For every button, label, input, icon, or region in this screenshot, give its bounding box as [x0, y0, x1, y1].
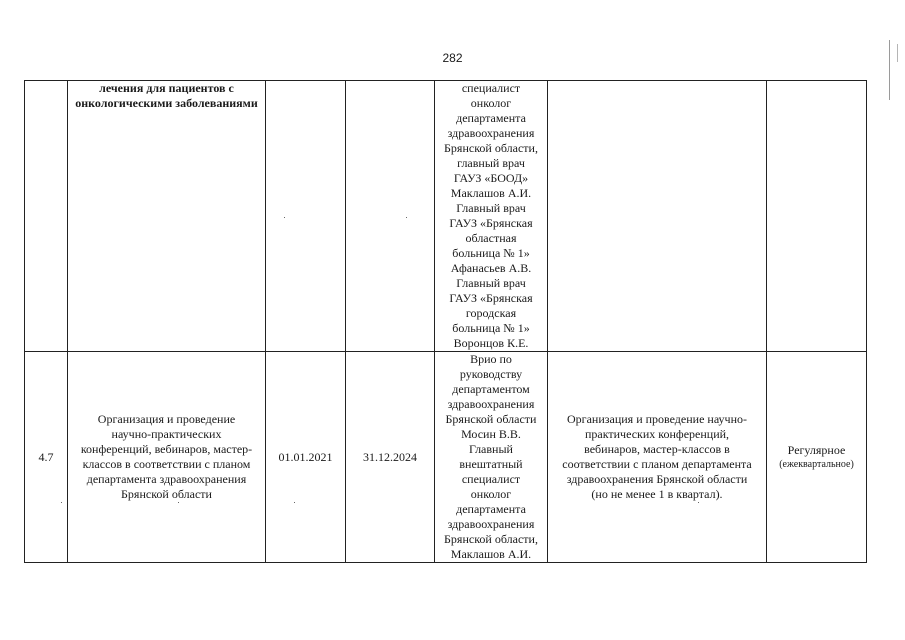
item-number: 4.7: [38, 449, 54, 464]
scan-speck: [178, 502, 179, 503]
scan-margin-line: [889, 40, 890, 100]
responsible-text: Врио по руководству департаментом здравоохранения Брянской области Мосин В.В. Главный внештатный специалист онколог департамента здравоохранения Брянской области, Маклашов А.И.: [444, 352, 538, 561]
scan-speck: [61, 502, 62, 503]
cell-activity: [68, 352, 266, 563]
cell-result: [548, 352, 767, 563]
table-row-continuation: [25, 81, 867, 352]
activity-text: лечения для пациентов с онкологическими заболеваниями: [75, 81, 258, 110]
scan-speck: [294, 502, 295, 503]
cell-activity: [68, 81, 266, 352]
cell-responsible: [435, 81, 548, 352]
cell-frequency: [767, 81, 867, 352]
cell-result: [548, 81, 767, 352]
cell-number: [25, 81, 68, 352]
table-row-item-4-7: [25, 352, 867, 563]
activity-plan-table: [24, 80, 867, 563]
scan-speck: [406, 217, 407, 218]
cell-end-date: [346, 81, 435, 352]
scan-margin-line-short: [897, 44, 898, 62]
cell-start-date: [266, 352, 346, 563]
cell-start-date: [266, 81, 346, 352]
end-date: 31.12.2024: [363, 449, 417, 464]
start-date: 01.01.2021: [278, 449, 333, 464]
cell-end-date: [346, 352, 435, 563]
activity-text: Организация и проведение научно-практических конференций, вебинаров, мастер- классов в соответствии с планом департамента здравоохранения Брянской области: [80, 412, 253, 501]
frequency-note: (ежеквартальное): [779, 459, 854, 470]
scan-speck: [284, 217, 285, 218]
result-text: Организация и проведение научно- практических конференций, вебинаров, мастер-классов в соответствии с планом департамента здравоохранения Брянской области (но не менее 1 в квартал).: [562, 412, 752, 501]
cell-frequency: [767, 352, 867, 563]
frequency-text: Регулярное: [787, 443, 846, 457]
cell-responsible: [435, 352, 548, 563]
cell-number: [25, 352, 68, 563]
scan-speck: [698, 502, 699, 503]
page-number: 282: [442, 51, 463, 65]
responsible-text: специалист онколог департамента здравоохранения Брянской области, главный врач ГАУЗ «БООД» Маклашов А.И. Главный врач ГАУЗ «Брянская областная больница № 1» Афанасьев А.В. Главный врач ГАУЗ «Брянская городская больница № 1» Воронцов К.Е.: [444, 81, 538, 350]
